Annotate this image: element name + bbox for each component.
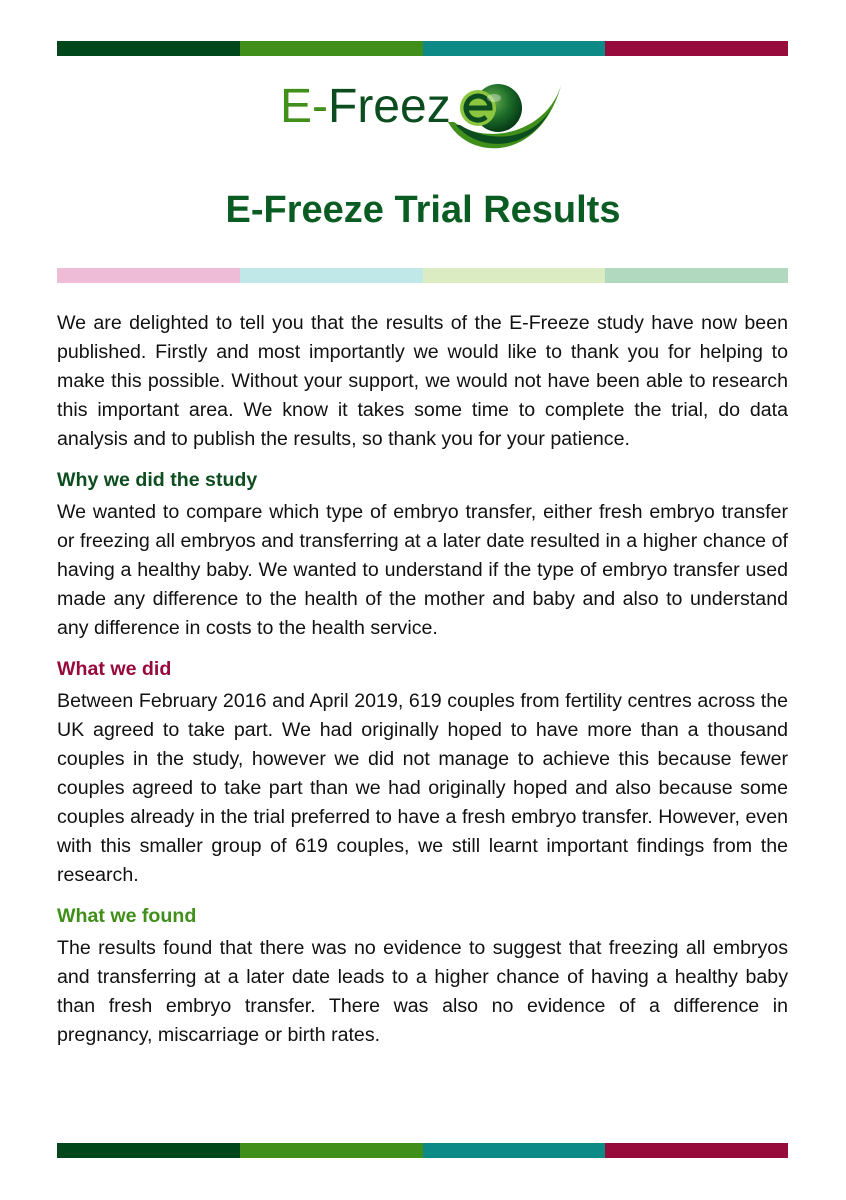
band-segment-light-green — [423, 268, 606, 283]
e-orb-swoosh-icon — [448, 82, 562, 148]
band-segment-teal — [423, 41, 606, 56]
band-segment-light-cyan — [240, 268, 423, 283]
section-heading-why: Why we did the study — [57, 469, 258, 491]
top-color-band — [57, 41, 788, 56]
band-segment-dark-green — [57, 1143, 240, 1158]
band-segment-crimson — [605, 1143, 788, 1158]
section-heading-what-we-found: What we found — [57, 905, 197, 927]
bottom-color-band — [57, 1143, 788, 1158]
section-what-we-did — [57, 655, 788, 890]
e-freeze-logo — [280, 70, 570, 162]
middle-color-band — [57, 268, 788, 283]
e-freeze-logo-graphic — [280, 70, 570, 162]
section-body-what-we-found: The results found that there was no evidence to suggest that freezing all embryos and transferring at a later date leads to a higher chance of having a healthy baby than fresh embryo transfer. There was also no evidence of a difference in pregnancy, miscarriage or birth rates. — [57, 937, 788, 1046]
logo-prefix: E- — [280, 80, 328, 133]
logo-word: Freez — [328, 80, 451, 133]
band-segment-dark-green — [57, 41, 240, 56]
band-segment-mid-green — [240, 41, 423, 56]
band-segment-teal — [423, 1143, 606, 1158]
section-body-what-we-did: Between February 2016 and April 2019, 619 couples from fertility centres across the UK agreed to take part. We had originally hoped to have more than a thousand couples in the study, however we did not manage to achieve this because fewer couples agreed to take part than we had originally hoped and also because some couples already in the trial preferred to have a fresh embryo transfer. However, even with this smaller group of 619 couples, we still learnt important findings from the research. — [57, 690, 788, 886]
band-segment-sage — [605, 268, 788, 283]
section-heading-what-we-did: What we did — [57, 658, 172, 680]
band-segment-pink — [57, 268, 240, 283]
section-what-we-found — [57, 902, 788, 1050]
document-body — [57, 309, 788, 1050]
section-body-why: We wanted to compare which type of embryo transfer, either fresh embryo transfer or freezing all embryos and transferring at a later date resulted in a higher chance of having a healthy baby. We wanted to understand if the type of embryo transfer used made any difference to the health of the mother and baby and also to understand any difference in costs to the health service. — [57, 501, 788, 639]
intro-paragraph: We are delighted to tell you that the results of the E-Freeze study have now been published. Firstly and most importantly we would like to thank you for helping to make this possible. Without your support, we would not have been able to research this important area. We know it takes some time to complete the trial, do data analysis and to publish the results, so thank you for your patience. — [57, 312, 788, 450]
band-segment-crimson — [605, 41, 788, 56]
band-segment-mid-green — [240, 1143, 423, 1158]
page-title: E-Freeze Trial Results — [225, 189, 621, 231]
section-why — [57, 466, 788, 643]
